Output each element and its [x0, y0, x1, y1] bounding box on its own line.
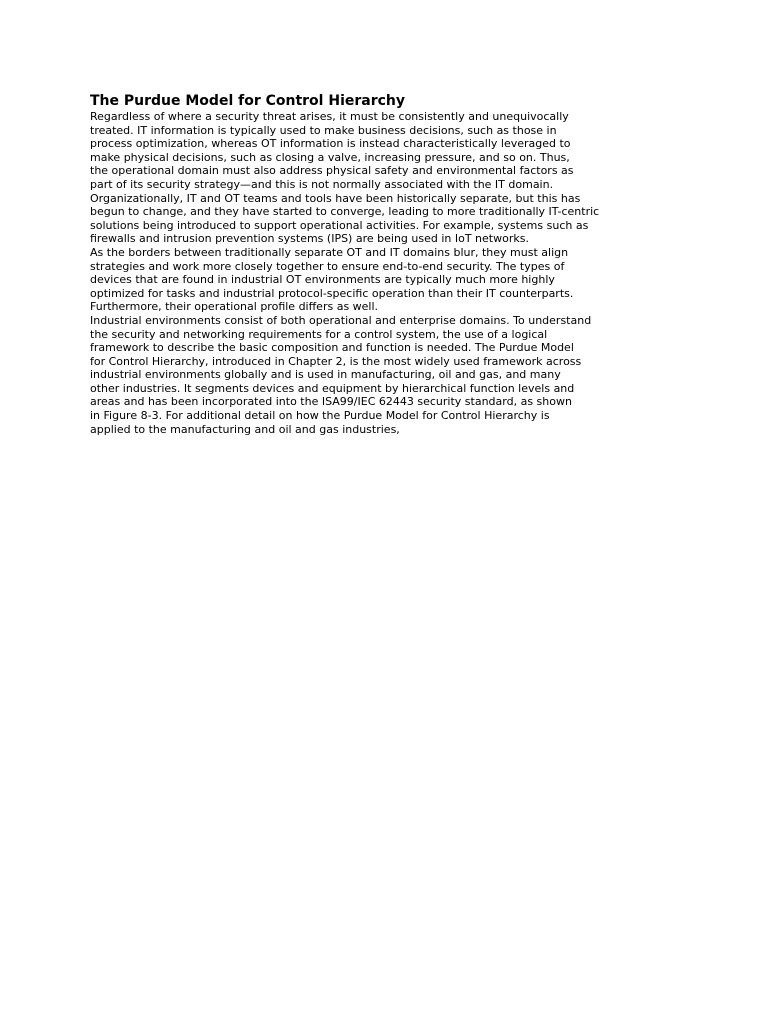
text-line: in Figure 8-3. For additional detail on how the Purdue Model for Control Hierarchy is — [90, 409, 550, 423]
text-line: Furthermore, their operational profile differs as well. — [90, 300, 379, 314]
text-line: optimized for tasks and industrial protocol-specific operation than their IT counterparts. — [90, 286, 574, 300]
text-line: solutions being introduced to support operational activities. For example, systems such as — [90, 218, 589, 232]
page-title: The Purdue Model for Control Hierarchy — [90, 93, 406, 109]
text-line: other industries. It segments devices and equipment by hierarchical function levels and — [90, 381, 575, 395]
text-line: the security and networking requirements for a control system, the use of a logical — [90, 327, 548, 341]
text-line: applied to the manufacturing and oil and gas industries, — [90, 422, 400, 436]
document-page — [90, 92, 650, 436]
text-line: firewalls and intrusion prevention systems (IPS) are being used in IoT networks. — [90, 232, 529, 246]
text-line: begun to change, and they have started to converge, leading to more traditionally IT-centric — [90, 205, 600, 219]
text-line: Organizationally, IT and OT teams and tools have been historically separate, but this has — [90, 191, 581, 205]
text-line: make physical decisions, such as closing a valve, increasing pressure, and so on. Thus, — [90, 150, 570, 164]
text-line: areas and has been incorporated into the ISA99/IEC 62443 security standard, as shown — [90, 395, 572, 409]
text-line: industrial environments globally and is used in manufacturing, oil and gas, and many — [90, 368, 561, 382]
text-line: Industrial environments consist of both operational and enterprise domains. To understand — [90, 313, 592, 327]
body-text — [90, 110, 650, 436]
text-line: the operational domain must also address physical safety and environmental factors as — [90, 164, 574, 178]
text-line: framework to describe the basic composition and function is needed. The Purdue Model — [90, 341, 574, 355]
text-line: strategies and work more closely together to ensure end-to-end security. The types of — [90, 259, 565, 273]
text-line: for Control Hierarchy, introduced in Chapter 2, is the most widely used framework across — [90, 354, 582, 368]
text-line: As the borders between traditionally separate OT and IT domains blur, they must align — [90, 245, 569, 259]
text-line: devices that are found in industrial OT environments are typically much more highly — [90, 273, 555, 287]
text-line: treated. IT information is typically used to make business decisions, such as those in — [90, 123, 557, 137]
text-line: Regardless of where a security threat arises, it must be consistently and unequivocally — [90, 110, 569, 123]
text-line: process optimization, whereas OT information is instead characteristically leveraged to — [90, 137, 571, 151]
text-line: part of its security strategy—and this is not normally associated with the IT domain. — [90, 177, 554, 191]
